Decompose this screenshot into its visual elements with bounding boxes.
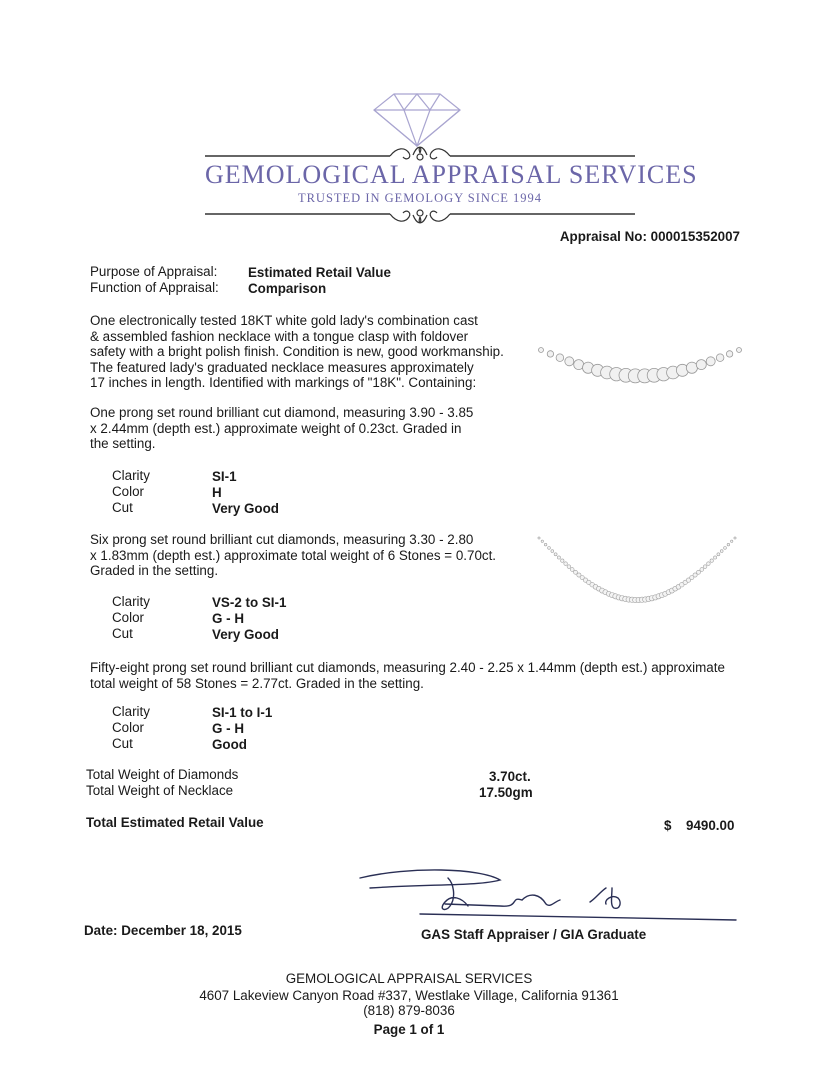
necklace-bead xyxy=(703,565,707,569)
necklace-bead xyxy=(544,543,547,546)
grade-label: Cut xyxy=(112,736,133,751)
necklace-bead xyxy=(548,547,551,550)
necklace-bead xyxy=(539,348,544,353)
description-line: safety with a bright polish finish. Condition is new, good workmanship. xyxy=(90,344,504,360)
grade-value: VS-2 to SI-1 xyxy=(212,595,287,610)
necklace-bead xyxy=(727,543,730,546)
necklace-bead xyxy=(551,550,554,553)
necklace-bead xyxy=(686,362,697,373)
stone-text-line: x 1.83mm (depth est.) approximate total weight of 6 Stones = 0.70ct. xyxy=(90,547,497,563)
stone-text-line: total weight of 58 Stones = 2.77ct. Graded in the setting. xyxy=(90,675,424,691)
necklace-bead xyxy=(710,559,713,562)
footer-phone: (818) 879-8036 xyxy=(363,1003,455,1018)
necklace-bead xyxy=(706,357,715,366)
footer-company: GEMOLOGICAL APPRAISAL SERVICES xyxy=(285,971,533,986)
necklace-bead xyxy=(724,547,727,550)
necklace-bead xyxy=(557,556,560,559)
total-necklace-label: Total Weight of Necklace xyxy=(86,783,234,798)
description-line: & assembled fashion necklace with a tongue clasp with foldover xyxy=(90,328,469,344)
stone-text-line: Six prong set round brilliant cut diamonds, measuring 3.30 - 2.80 xyxy=(90,532,474,547)
total-retail-value: 9490.00 xyxy=(686,818,735,833)
total-diamonds-label: Total Weight of Diamonds xyxy=(86,767,239,782)
stone-text-line: Fifty-eight prong set round brilliant cut diamonds, measuring 2.40 - 2.25 x 1.44mm (depth est.) approximate xyxy=(90,660,725,675)
description xyxy=(90,313,530,391)
stone-text-line: the setting. xyxy=(90,436,156,452)
signature-caption: GAS Staff Appraiser / GIA Graduate xyxy=(421,927,647,942)
necklace-bead xyxy=(714,556,717,559)
grade-label: Color xyxy=(112,720,144,735)
grade-label: Clarity xyxy=(112,594,150,609)
grade-label: Color xyxy=(112,610,144,625)
necklace-bead xyxy=(731,540,733,542)
stone-text-line: Graded in the setting. xyxy=(90,563,219,579)
ornament-bottom xyxy=(205,205,635,227)
currency-symbol: $ xyxy=(664,818,672,833)
tagline: TRUSTED IN GEMOLOGY SINCE 1994 xyxy=(297,191,543,205)
necklace-bead xyxy=(737,348,742,353)
stone-text-line: x 2.44mm (depth est.) approximate weight of 0.23ct. Graded in xyxy=(90,420,462,436)
footer-address: 4607 Lakeview Canyon Road #337, Westlake Village, California 91361 xyxy=(199,988,619,1003)
description-line: 17 inches in length. Identified with markings of "18K". Containing: xyxy=(90,375,477,391)
necklace-bead xyxy=(726,351,732,357)
purpose-value: Estimated Retail Value xyxy=(248,265,391,280)
grade-label: Clarity xyxy=(112,468,150,483)
grade-value: Very Good xyxy=(212,501,279,516)
necklace-bead xyxy=(570,568,574,572)
necklace-bead xyxy=(697,570,701,574)
necklace-bead xyxy=(565,357,574,366)
necklace-bead xyxy=(556,354,564,362)
grade-value: SI-1 xyxy=(212,469,237,484)
stone-description xyxy=(90,660,740,691)
date: Date: December 18, 2015 xyxy=(84,923,242,938)
grade-value: G - H xyxy=(212,721,244,736)
necklace-bead xyxy=(734,537,736,539)
necklace-bead xyxy=(561,559,564,562)
page-number: Page 1 of 1 xyxy=(373,1022,445,1037)
necklace-bead xyxy=(696,360,706,370)
grade-value: H xyxy=(212,485,222,500)
grade-value: Good xyxy=(212,737,247,752)
necklace-photo-closeup xyxy=(535,340,745,390)
necklace-bead xyxy=(707,562,711,566)
company-name: GEMOLOGICAL APPRAISAL SERVICES xyxy=(205,160,698,189)
total-diamonds-value: 3.70ct. xyxy=(489,769,531,784)
necklace-bead xyxy=(720,550,723,553)
stone-text-line: One prong set round brilliant cut diamond, measuring 3.90 - 3.85 xyxy=(90,405,474,420)
grade-label: Color xyxy=(112,484,144,499)
necklace-bead xyxy=(700,568,704,572)
function-label: Function of Appraisal: xyxy=(90,280,219,295)
grade-value: G - H xyxy=(212,611,244,626)
grade-label: Cut xyxy=(112,500,133,515)
grade-label: Cut xyxy=(112,626,133,641)
description-line: The featured lady's graduated necklace measures approximately xyxy=(90,359,474,375)
necklace-bead xyxy=(564,562,568,566)
necklace-bead xyxy=(554,553,557,556)
necklace-bead xyxy=(541,540,543,542)
total-necklace-value: 17.50gm xyxy=(479,785,533,800)
appraisal-number: Appraisal No: 000015352007 xyxy=(559,229,740,244)
signature xyxy=(350,862,740,922)
stone-description xyxy=(90,405,530,452)
diamond-icon xyxy=(372,92,462,148)
necklace-bead xyxy=(547,351,553,357)
necklace-bead xyxy=(538,537,540,539)
necklace-bead xyxy=(567,565,571,569)
stone-description xyxy=(90,532,530,579)
description-line: One electronically tested 18KT white gold lady's combination cast xyxy=(90,313,478,328)
necklace-photo-full xyxy=(535,530,740,610)
total-retail-label: Total Estimated Retail Value xyxy=(86,815,264,830)
purpose-label: Purpose of Appraisal: xyxy=(90,264,218,279)
grade-value: Very Good xyxy=(212,627,279,642)
grade-value: SI-1 to I-1 xyxy=(212,705,273,720)
necklace-bead xyxy=(716,354,724,362)
function-value: Comparison xyxy=(248,281,327,296)
grade-label: Clarity xyxy=(112,704,150,719)
necklace-bead xyxy=(717,553,720,556)
